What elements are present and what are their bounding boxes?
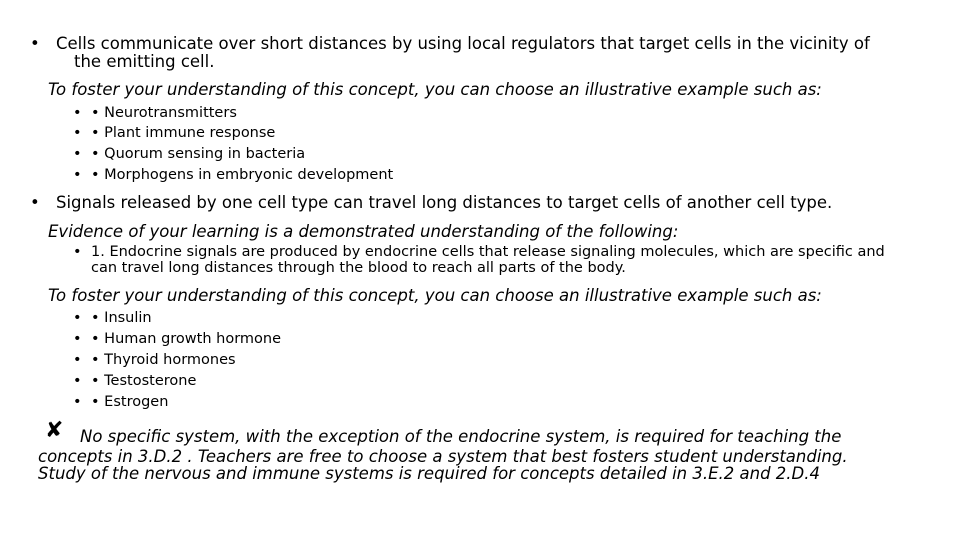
note-line3: Study of the nervous and immune systems is required for concepts detailed in 3.E.2 and 2.D.4 xyxy=(38,464,820,483)
list-item: • Morphogens in embryonic development xyxy=(91,167,394,183)
list-bullet: • xyxy=(73,146,82,162)
list-item: • Quorum sensing in bacteria xyxy=(91,146,306,162)
point1-line2: the emitting cell. xyxy=(74,52,215,71)
list-item: • Plant immune response xyxy=(91,125,276,141)
list-item: • Thyroid hormones xyxy=(91,352,236,368)
list-bullet: • xyxy=(73,352,82,368)
note-line2: concepts in 3.D.2 . Teachers are free to choose a system that best fosters student understanding. xyxy=(38,447,848,466)
note-line1: No specific system, with the exception of the endocrine system, is required for teaching the xyxy=(80,427,842,446)
evidence-line: Evidence of your learning is a demonstrated understanding of the following: xyxy=(48,222,679,241)
bullet: • xyxy=(30,193,40,212)
list-item: • Insulin xyxy=(91,310,152,326)
bullet: • xyxy=(73,244,82,260)
foster-line-1: To foster your understanding of this concept, you can choose an illustrative example such as: xyxy=(48,80,822,99)
list-bullet: • xyxy=(73,167,82,183)
x-mark-icon: ✘ xyxy=(45,418,64,443)
list-item: • Human growth hormone xyxy=(91,331,282,347)
list-item: • Testosterone xyxy=(91,373,197,389)
endocrine-line2: can travel long distances through the blood to reach all parts of the body. xyxy=(91,260,626,276)
list-bullet: • xyxy=(73,331,82,347)
bullet: • xyxy=(30,34,40,53)
list-bullet: • xyxy=(73,310,82,326)
list-item: • Neurotransmitters xyxy=(91,105,237,121)
point1-line1: Cells communicate over short distances by using local regulators that target cells in the vicinity of xyxy=(56,34,870,53)
endocrine-line1: 1. Endocrine signals are produced by endocrine cells that release signaling molecules, which are specific and xyxy=(91,244,885,260)
list-bullet: • xyxy=(73,125,82,141)
list-bullet: • xyxy=(73,373,82,389)
list-bullet: • xyxy=(73,394,82,410)
point2-text: Signals released by one cell type can travel long distances to target cells of another cell type. xyxy=(56,193,833,212)
list-item: • Estrogen xyxy=(91,394,169,410)
list-bullet: • xyxy=(73,105,82,121)
foster-line-2: To foster your understanding of this concept, you can choose an illustrative example such as: xyxy=(48,286,822,305)
